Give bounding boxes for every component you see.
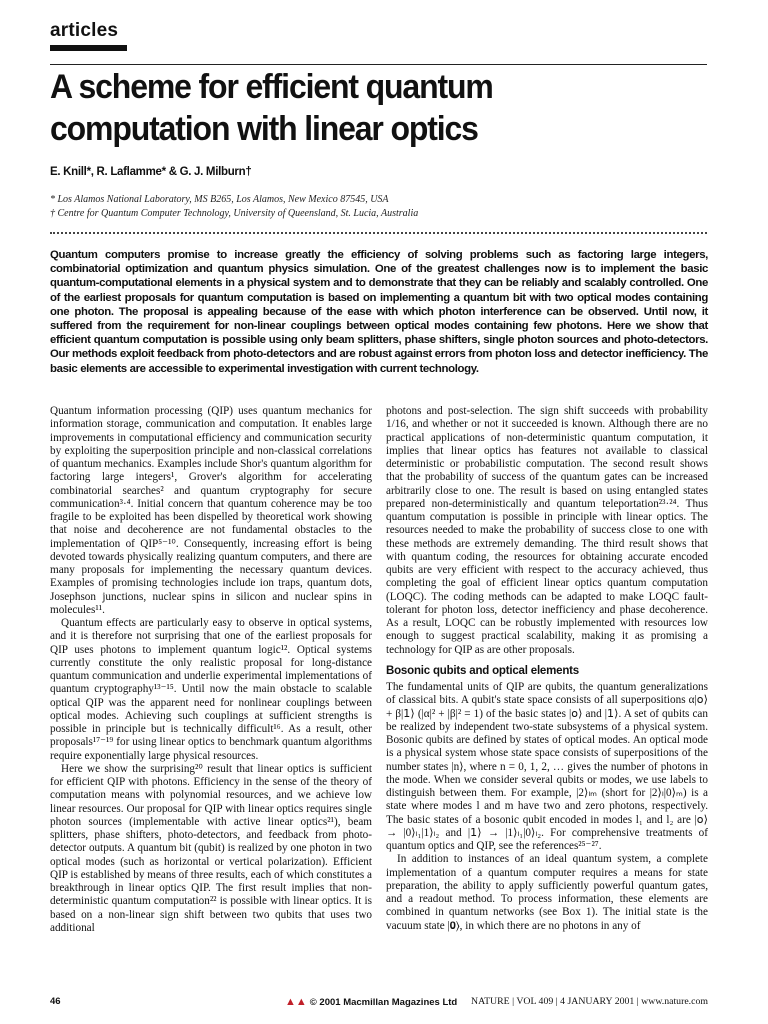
body-paragraph: Here we show the surprising²⁰ result that linear optics is sufficient for efficient QIP with photons. Efficiency in the sense of the theory of computation means with polynomial resources, and we achieve low linear resources. Our proposal for QIP with linear optics requires single photon sources (implementable with active linear optics²¹), beam splitters, phase shifters, photo-detectors, and feedback from photo-detector outputs. A quantum bit (qubit) is realized by one photon in two optical modes (such as horizontal or vertical polarization). Efficient QIP is established by means of three results, each of which constitutes a breakthrough in linear optics QIP. The first result implies that non-deterministic quantum computation²² is possible with linear optics. It is based on a non-linear sign shift between two qubits that uses two additional: [50, 762, 372, 934]
copyright-text: © 2001 Macmillan Magazines Ltd: [309, 997, 458, 1008]
affiliation-1: * Los Alamos National Laboratory, MS B265, Los Alamos, New Mexico 87545, USA: [50, 194, 389, 205]
page-number: 46: [50, 996, 61, 1007]
body-paragraph: Quantum effects are particularly easy to observe in optical systems, and it is therefore not surprising that one of the earliest proposals for QIP uses photons to implement quantum logic¹². Optical systems currently constitute the only realistic proposal for long-distance quantum communication and underlie experimental implementations of quantum cryptography¹³⁻¹⁵. Until now the main obstacle to scalable optical QIP was the apparent need for nonlinear couplings between optical modes. Achieving such couplings at sufficient strengths is possible in principle but is technically difficult¹⁶. As a result, other proposals¹⁷⁻¹⁹ for using linear optics to benchmark quantum algorithms require exponentially large physical resources.: [50, 617, 372, 762]
body-paragraph: photons and post-selection. The sign shift succeeds with probability 1/16, and whether or not it succeeded is known. Although there are no practical applications of non-deterministic quantum computation, it implies that linear optics has features not available to classical deterministic or probabilistic computation. The second result shows that the probability of success of the quantum gates can be increased arbitrarily close to one. The result is based on using entangled states prepared non-deterministically and quantum teleportation²³·²⁴. Thus quantum computation is possible in principle with linear optics. The resources needed to make the probability of success close to one with these methods are extremely demanding. The third result shows that with quantum coding, the resources for obtaining accurate encoded qubits are very efficient with respect to the accuracy achieved, thus completing the goal of efficient linear optics quantum computation (LOQC). The coding methods can be adapted to make LOQC fault-tolerant for photon loss, detector inefficiency and phase decoherence. As a result, LOQC can be robustly implemented with resources low enough to suggest practical scalability, making it as promising a technology for QIP as are other proposals.: [386, 405, 708, 656]
top-rule: [50, 64, 707, 65]
section-heading: Bosonic qubits and optical elements: [386, 664, 580, 677]
affiliation-2: † Centre for Quantum Computer Technology, University of Queensland, St. Lucia, Australia: [50, 208, 419, 219]
section-rule: [50, 45, 127, 51]
section-label: articles: [50, 20, 119, 41]
article-title: A scheme for efficient quantum computation with linear optics: [50, 68, 493, 148]
author-list: E. Knill*, R. Laflamme* & G. J. Milburn†: [50, 166, 252, 178]
left-column: [50, 405, 372, 935]
dotted-divider: [50, 232, 707, 234]
body-paragraph: Quantum information processing (QIP) uses quantum mechanics for information storage, communication and computation. It enables large improvements in computational efficiency and communication security by exploiting the superposition principle and non-classical correlations of quantum mechanics. Examples include Shor's quantum algorithm for factoring large integers¹, Grover's algorithm for accelerating combinatorial searches² and quantum cryptography for secure communication³·⁴. Initial concern that quantum coherence may be too fragile to be exploited has been dispelled by theoretical work showing that noise and decoherence are not fundamental obstacles to the implementation of QIP⁵⁻¹⁰. Consequently, increasing effort is being devoted towards physically realizing quantum computers, and there are many proposals for implementing the necessary quantum devices. Examples of promising technologies include ion traps, quantum dots, Josephson junctions, nuclear spins in silicon and nuclear spins in molecules¹¹.: [50, 405, 372, 616]
publisher-logo-icon: ▲▲: [285, 996, 307, 1008]
abstract: Quantum computers promise to increase greatly the efficiency of solving problems such as factoring large integers, combinatorial optimization and quantum physics simulation. One of the greatest challenges now is to implement the basic quantum-computational elements in a physical system and to demonstrate that they can be reliably and scalably controlled. One of the earliest proposals for quantum computation is based on implementing a quantum bit with two optical modes containing one photon. The proposal is appealing because of the ease with which photon interference can be observed. Until now, it suffered from the requirement for non-linear couplings between optical modes containing few photons. Here we show that efficient quantum computation is possible using only beam splitters, phase shifters, single photon sources and photo-detectors. Our methods exploit feedback from photo-detectors and are robust against errors from photon loss and detector inefficiency. The basic elements are accessible to experimental investigation with current technology.: [50, 249, 708, 375]
copyright-notice: [285, 996, 457, 1008]
body-paragraph: The fundamental units of QIP are qubits, the quantum generalizations of classical bits. A qubit's state space consists of all superpositions α|𝗈⟩ + β|𝟣⟩ (|α|² + |β|² = 1) of the basic states |𝗈⟩ and |𝟣⟩. A set of qubits can be realized by independent two-state subsystems of a physical system. Bosonic qubits are defined by states of optical modes. An optical mode is a physical system whose state space consists of superpositions of the number states |n⟩, where n = 0, 1, 2, … gives the number of photons in the mode. When we consider several qubits or modes, we use labels to distinguish between them. For example, |2⟩ₗₘ (short for |2⟩ₗ|0⟩ₘ) is a state where modes l and m have two and zero photons, respectively. The basic states of a bosonic qubit encoded in modes l₁ and l₂ are |𝗈⟩ → |0⟩ₗ₁|1⟩ₗ₂ and |𝟣⟩ → |1⟩ₗ₁|0⟩ₗ₂. For comprehensive treatments of quantum optics and QIP, see the references²⁵⁻²⁷.: [386, 681, 708, 852]
body-paragraph: In addition to instances of an ideal quantum system, a complete implementation of a quantum computer requires a means for state preparation, the ability to apply sufficiently powerful quantum gates, and a readout method. To process information, these elements are combined in quantum networks (see Box 1). The initial state is the vacuum state |𝟎⟩, in which there are no photons in any of: [386, 853, 708, 932]
right-column: [386, 405, 708, 933]
journal-info: NATURE | VOL 409 | 4 JANUARY 2001 | www.nature.com: [471, 996, 708, 1007]
